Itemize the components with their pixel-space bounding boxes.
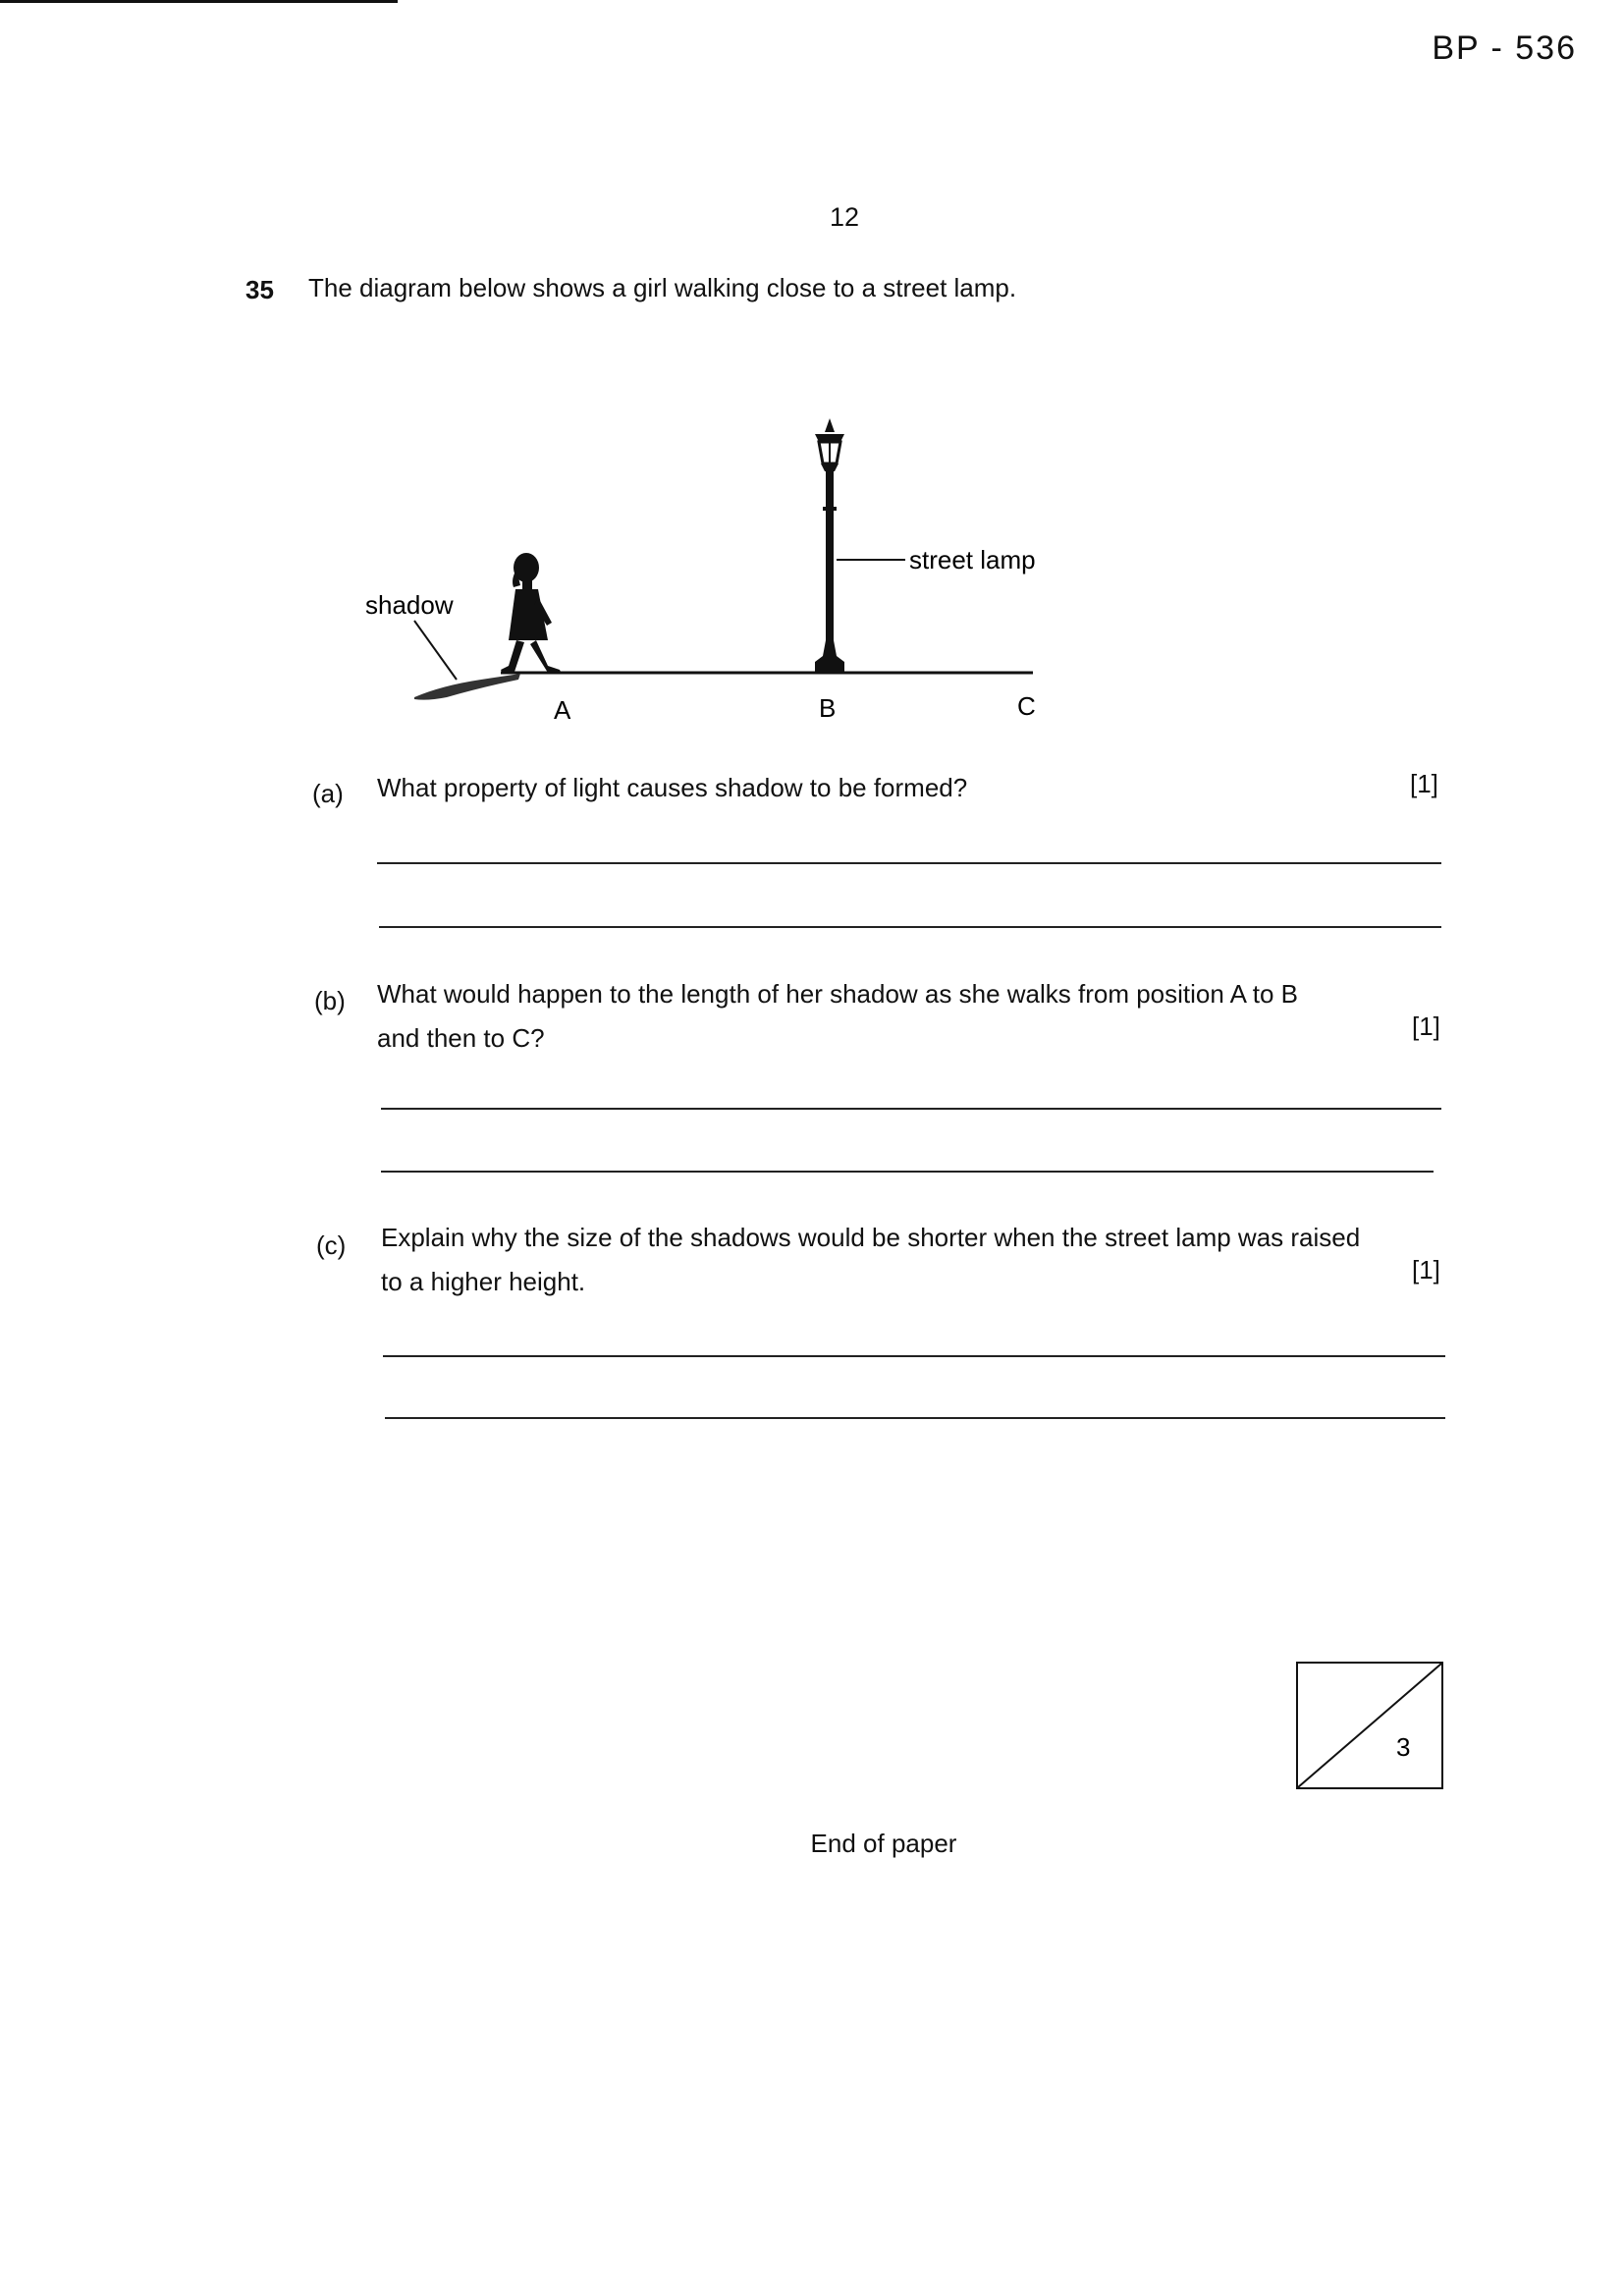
girl-shadow [414, 674, 520, 700]
part-c-question-line2: to a higher height. [381, 1267, 586, 1296]
answer-line-c-2[interactable] [385, 1417, 1445, 1419]
part-c-question-line1: Explain why the size of the shadows would be shorter when the street lamp was raised [381, 1223, 1361, 1252]
part-c-label: (c) [316, 1230, 347, 1260]
part-b-question-line1: What would happen to the length of her shadow as she walks from position A to B [377, 979, 1299, 1009]
girl-figure [501, 553, 562, 674]
end-of-paper: End of paper [810, 1829, 957, 1858]
page-number: 12 [829, 202, 860, 232]
answer-line-b-2[interactable] [381, 1171, 1434, 1173]
street-lamp [815, 418, 844, 672]
top-rule [0, 0, 398, 3]
part-b-marks: [1] [1412, 1011, 1440, 1041]
answer-line-a-2[interactable] [379, 926, 1441, 928]
shadow-label: shadow [365, 590, 454, 620]
street-lamp-diagram [353, 412, 1060, 737]
position-c-label: C [1017, 691, 1036, 721]
shadow-pointer [414, 621, 457, 680]
answer-line-a-1[interactable] [377, 862, 1441, 864]
answer-line-c-1[interactable] [383, 1355, 1445, 1357]
part-a-label: (a) [312, 779, 344, 808]
part-a-question: What property of light causes shadow to be formed? [377, 773, 968, 802]
score-box [1296, 1662, 1443, 1789]
part-b-label: (b) [314, 986, 346, 1015]
paper-code: BP - 536 [1432, 29, 1577, 67]
answer-line-b-1[interactable] [381, 1108, 1441, 1110]
question-stem: The diagram below shows a girl walking close to a street lamp. [308, 273, 1017, 302]
part-b-question-line2: and then to C? [377, 1023, 545, 1053]
street-lamp-label: street lamp [909, 545, 1036, 574]
part-a-marks: [1] [1410, 769, 1438, 798]
part-c-marks: [1] [1412, 1255, 1440, 1285]
position-b-label: B [819, 693, 837, 723]
question-number: 35 [245, 275, 274, 304]
position-a-label: A [554, 695, 571, 725]
score-box-total: 3 [1396, 1732, 1411, 1762]
